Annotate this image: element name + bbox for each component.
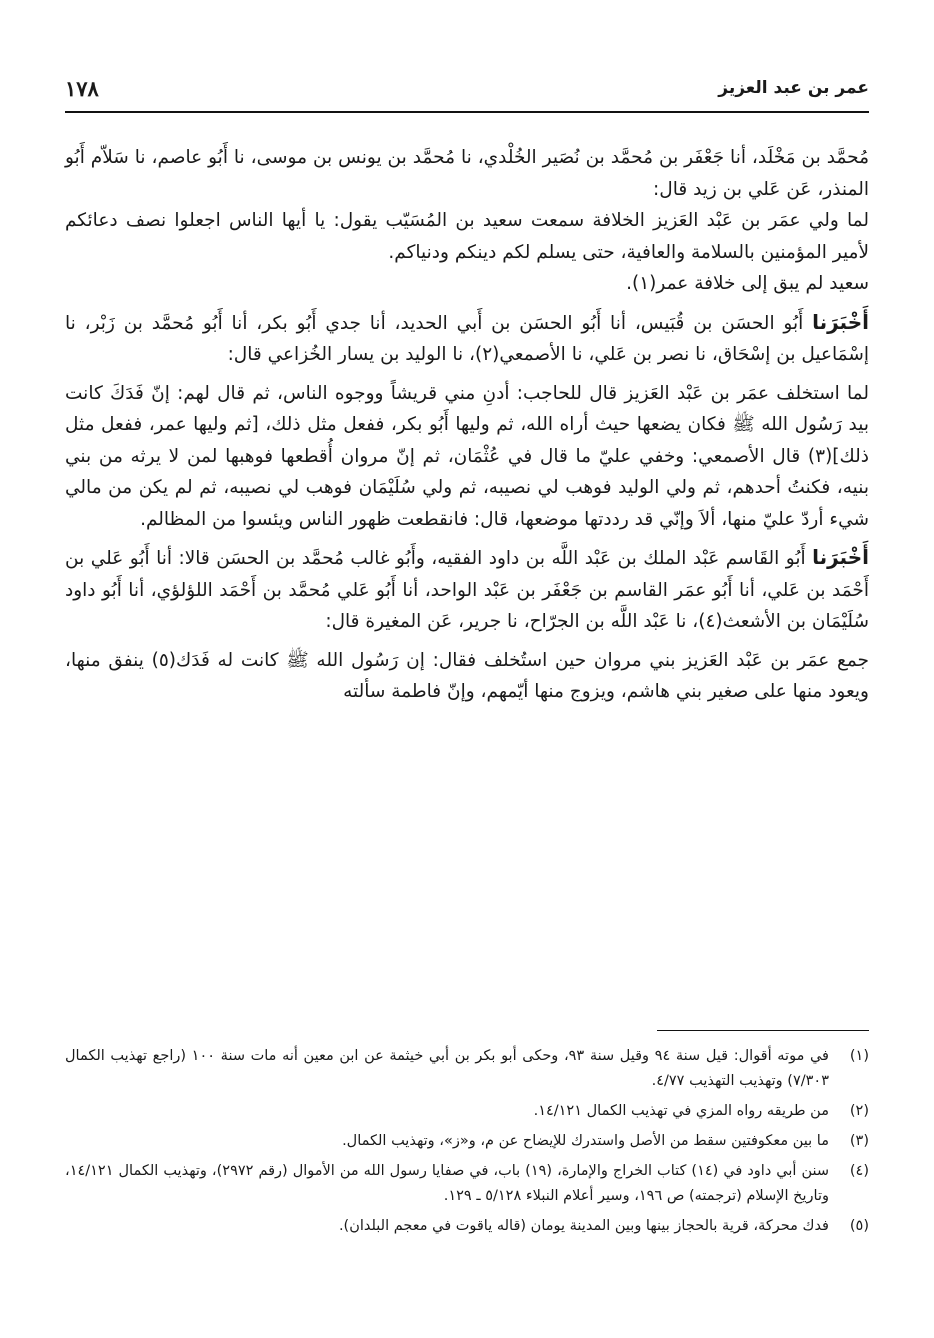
paragraph-narration-1: لما ولي عمَر بن عَبْد العَزيز الخلافة سمعت سعيد بن المُسَيّب يقول: يا أيها الناس اجعلوا نصف دعائكم لأمير المؤمنين بالسلامة والعافية، حتى يسلم لكم دينكم ودنياكم. xyxy=(65,210,869,263)
paragraph-narration-3: جمع عمَر بن عَبْد العَزيز بني مروان حين استُخلف فقال: إن رَسُول الله ﷺ كانت له فَدَك(٥) ينفق منها، ويعود منها على صغير بني هاشم، ويزوج منها أيّمهم، وإنّ فاطمة سألته xyxy=(65,649,869,702)
header-rule xyxy=(65,111,869,113)
footnote-text: في موته أقوال: قيل سنة ٩٤ وقيل سنة ٩٣، وحكى أبو بكر بن أبي خيثمة عن ابن معين أنه مات سنة ١٠٠ (راجع تهذيب الكمال ٧/٣٠٣) وتهذيب التهذيب ٤/٧٧. xyxy=(65,1048,829,1089)
footnote-number: (١) xyxy=(849,1048,869,1064)
footnote-number: (٤) xyxy=(849,1163,869,1179)
footnote-4 xyxy=(65,1159,869,1209)
footnotes xyxy=(65,1044,869,1244)
akhbarana-keyword: أَخْبَرَنا xyxy=(812,309,869,334)
page-header xyxy=(65,72,869,108)
isnad-2-text: أَبُو الحسَن بن قُبَيس، أنا أَبُو الحسَن بن أَبي الحديد، أنا جدي أَبُو بكر، أنا أَبُو مُحمَّد بن زَبْر، نا إسْمَاعيل بن إسْحَاق، نا نصر بن عَلي، نا الأصمعي(٢)، نا الوليد بن يسار الخُزاعي قال: xyxy=(65,312,869,365)
footnote-5 xyxy=(65,1214,869,1239)
paragraph-isnad-3 xyxy=(65,542,869,638)
paragraph-note-line: سعيد لم يبق إلى خلافة عمر(١). xyxy=(626,273,869,294)
footnote-number: (٢) xyxy=(849,1103,869,1119)
paragraph-isnad-1: مُحمَّد بن مَخْلَد، أنا جَعْفَر بن مُحمَّد بن نُصَير الخُلْدي، نا مُحمَّد بن يونس بن موسى، نا أَبُو عاصم، نا سَلاّم أَبُو المنذر، عَن عَلي بن زيد قال: xyxy=(65,147,869,200)
main-text xyxy=(65,142,869,708)
footnote-text: فدك محركة، قرية بالحجاز بينها وبين المدينة يومان (قاله ياقوت في معجم البلدان). xyxy=(338,1218,829,1234)
footnote-separator xyxy=(657,1030,869,1031)
page-number: ١٧٨ xyxy=(65,76,99,101)
footnote-text: سنن أبي داود في (١٤) كتاب الخراج والإمارة، (١٩) باب، في صفايا رسول الله من الأموال (رقم ٢٩٧٢)، وتهذيب الكمال ١٤/١٢١، وتاريخ الإسلام (ترجمته) ص ١٩٦، وسير أعلام النبلاء ٥/١٢٨ ـ ١٢٩. xyxy=(65,1163,830,1204)
footnote-text: ما بين معكوفتين سقط من الأصل واستدرك للإيضاح عن م، و«ز»، وتهذيب الكمال. xyxy=(342,1133,829,1149)
footnote-3 xyxy=(65,1129,869,1154)
footnote-number: (٥) xyxy=(849,1218,869,1234)
paragraph-isnad-2 xyxy=(65,307,869,371)
footnote-2 xyxy=(65,1099,869,1124)
footnote-number: (٣) xyxy=(849,1133,869,1149)
footnote-1 xyxy=(65,1044,869,1094)
paragraph-narration-2: لما استخلف عمَر بن عَبْد العَزيز قال للحاجب: أدنِ مني قريشاً ووجوه الناس، ثم قال لهم: إنّ فَدَكَ كانت بيد رَسُول الله ﷺ فكان يضعها حيث أراه الله، ثم وليها أَبُو بكر، ففعل مثل ذلك، [ثم وليها عمر، ففعل مثل ذلك](٣) قال الأصمعي: وخفي عليّ ما قال في عُثْمَان، ثم إنّ مروان أُقطعها فوهبها لمن لا يرثه من بني بنيه، فكنتُ أحدهم، ثم ولي الوليد فوهب لي نصيبه، ثم ولي سُلَيْمَان فوهب لي نصيبه، ثم لم يكن من مالي شيء أردّ عليّ منها، ألاَ وإنّي قد رددتها موضعها، قال: فانقطعت ظهور الناس ويئسوا من المظالم. xyxy=(65,382,869,530)
footnote-text: من طريقه رواه المزي في تهذيب الكمال ١٤/١٢١. xyxy=(533,1103,829,1119)
running-title: عمر بن عبد العزيز xyxy=(718,78,869,98)
isnad-3-text: أَبُو القَاسم عَبْد الملك بن عَبْد اللَّه بن داود الفقيه، وأَبُو غالب مُحمَّد بن الحسَن قالا: أنا أَبُو عَلي بن أَحْمَد بن عَلي، أنا أَبُو عمَر القاسم بن جَعْفَر بن عَبْد الواحد، أنا أَبُو عَلي مُحمَّد بن أَحْمَد اللؤلؤي، أنا أَبُو داود سُلَيْمَان بن الأشعث(٤)، نا عَبْد اللَّه بن الجرّاح، نا جرير، عَن المغيرة قال: xyxy=(65,548,869,632)
akhbarana-keyword: أَخْبَرَنا xyxy=(812,545,869,569)
